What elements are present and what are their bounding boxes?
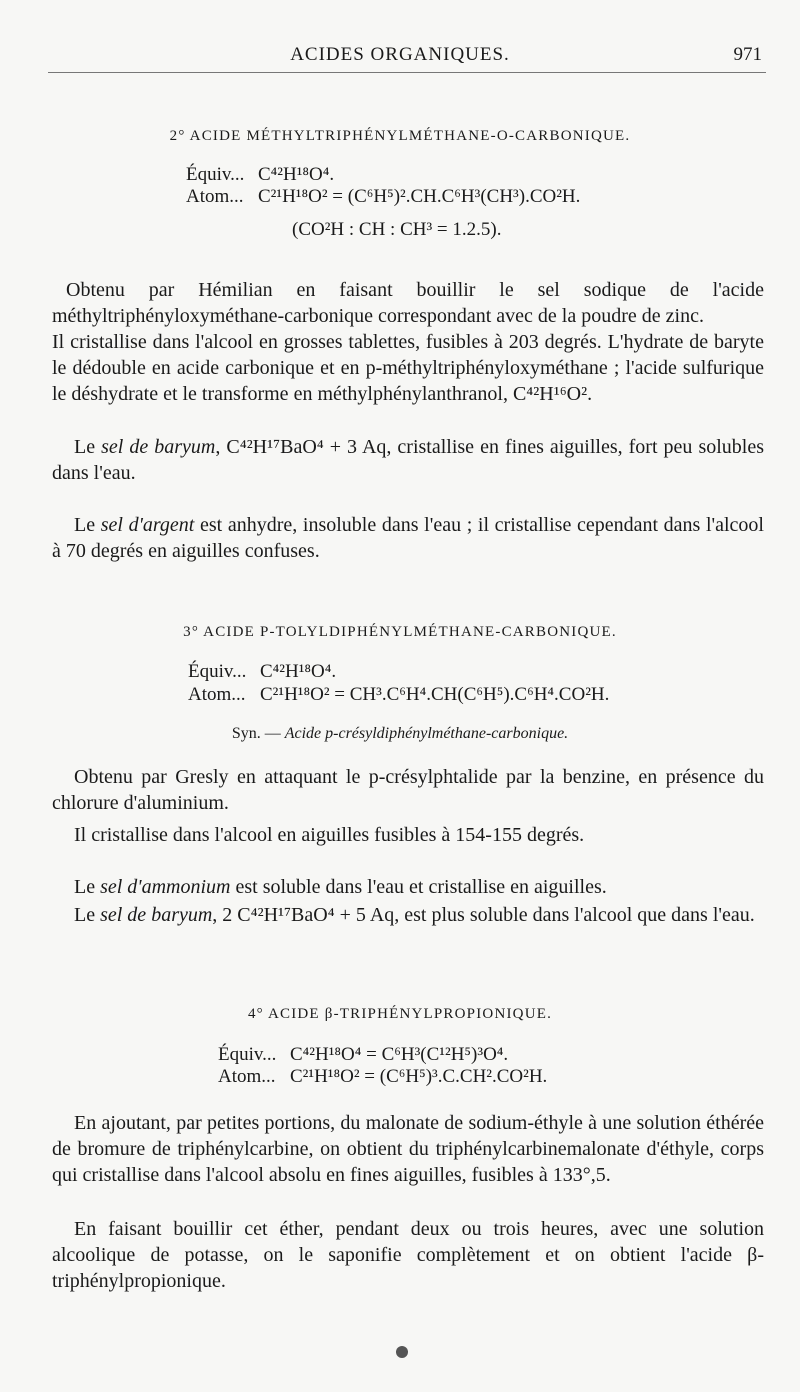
section-title: 2° ACIDE MÉTHYLTRIPHÉNYLMÉTHANE-O-CARBONIQUE. <box>169 128 631 144</box>
atom-formula <box>188 684 609 706</box>
ratio-formula: (CO²H : CH : CH³ = 1.2.5). <box>292 219 502 240</box>
paragraph: En faisant bouillir cet éther, pendant deux ou trois heures, avec une solution alcoolique de potasse, on le saponifie complètement et on obtient l'acide β-triphénylpropionique. <box>52 1218 764 1292</box>
header-rule <box>48 72 766 73</box>
paragraph-sel-baryum: Le sel de baryum, C⁴²H¹⁷BaO⁴ + 3 Aq, cristallise en fines aiguilles, fort peu solubles dans l'eau. <box>52 436 764 484</box>
paragraph: Le sel de baryum, 2 C⁴²H¹⁷BaO⁴ + 5 Aq, est plus soluble dans l'alcool que dans l'eau. <box>74 904 755 926</box>
paragraph: En ajoutant, par petites portions, du malonate de sodium-éthyle à une solution éthérée de bromure de triphénylcarbine, on obtient du triphénylcarbinemalonate d'éthyle, corps qui cristallise dans l'alcool absolu en fines aiguilles, fusibles à 133°,5. <box>52 1112 764 1186</box>
atom-label: Atom... <box>186 186 244 207</box>
equiv-formula <box>188 661 336 683</box>
atom-value: C²¹H¹⁸O² = (C⁶H⁵)³.C.CH².CO²H. <box>290 1066 548 1087</box>
paragraph-sel-argent: Le sel d'argent est anhydre, insoluble dans l'eau ; il cristallise cependant dans l'alcool à 70 degrés en aiguilles confuses. <box>52 514 764 562</box>
paragraph: Obtenu par Hémilian en faisant bouillir le sel sodique de l'acide méthyltriphényloxyméthane-carbonique correspondant avec de la poudre de zinc. <box>52 279 764 327</box>
atom-value: C²¹H¹⁸O² = (C⁶H⁵)².CH.C⁶H³(CH³).CO²H. <box>258 186 581 207</box>
equiv-value: C⁴²H¹⁸O⁴. <box>260 661 337 682</box>
synonym-text: Acide p-crésyldiphénylméthane-carbonique. <box>284 725 569 742</box>
ink-dot <box>396 1346 408 1358</box>
section-title: 3° ACIDE P-TOLYLDIPHÉNYLMÉTHANE-CARBONIQUE. <box>183 624 617 640</box>
atom-formula <box>218 1066 547 1088</box>
paragraph: Il cristallise dans l'alcool en grosses tablettes, fusibles à 203 degrés. L'hydrate de baryte le dédouble en acide carbonique et en p-méthyltriphényloxyméthane ; l'acide sulfurique le déshydrate et le transforme en méthylphénylanthranol, C⁴²H¹⁶O². <box>52 331 764 405</box>
equiv-value: C⁴²H¹⁸O⁴. <box>258 164 335 185</box>
atom-label: Atom... <box>218 1066 276 1087</box>
atom-value: C²¹H¹⁸O² = CH³.C⁶H⁴.CH(C⁶H⁵).C⁶H⁴.CO²H. <box>260 684 610 705</box>
atom-formula <box>186 186 580 208</box>
paragraph: Il cristallise dans l'alcool en aiguilles fusibles à 154-155 degrés. <box>74 824 585 846</box>
equiv-label: Équiv... <box>186 164 245 185</box>
paragraph: Obtenu par Gresly en attaquant le p-crésylphtalide par la benzine, en présence du chlorure d'aluminium. <box>52 766 764 814</box>
synonym-line <box>0 725 800 743</box>
equiv-formula <box>186 164 334 186</box>
equiv-label: Équiv... <box>218 1044 277 1065</box>
equiv-formula <box>218 1044 508 1066</box>
equiv-value: C⁴²H¹⁸O⁴ = C⁶H³(C¹²H⁵)³O⁴. <box>290 1044 509 1065</box>
atom-label: Atom... <box>188 684 246 705</box>
equiv-label: Équiv... <box>188 661 247 682</box>
page-number: 971 <box>733 44 762 65</box>
page-header <box>0 44 800 70</box>
synonym-label: Syn. — <box>231 725 281 742</box>
paragraph: Le sel d'ammonium est soluble dans l'eau et cristallise en aiguilles. <box>74 876 607 898</box>
section-title: 4° ACIDE β-TRIPHÉNYLPROPIONIQUE. <box>247 1006 553 1022</box>
running-title: ACIDES ORGANIQUES. <box>290 44 510 65</box>
